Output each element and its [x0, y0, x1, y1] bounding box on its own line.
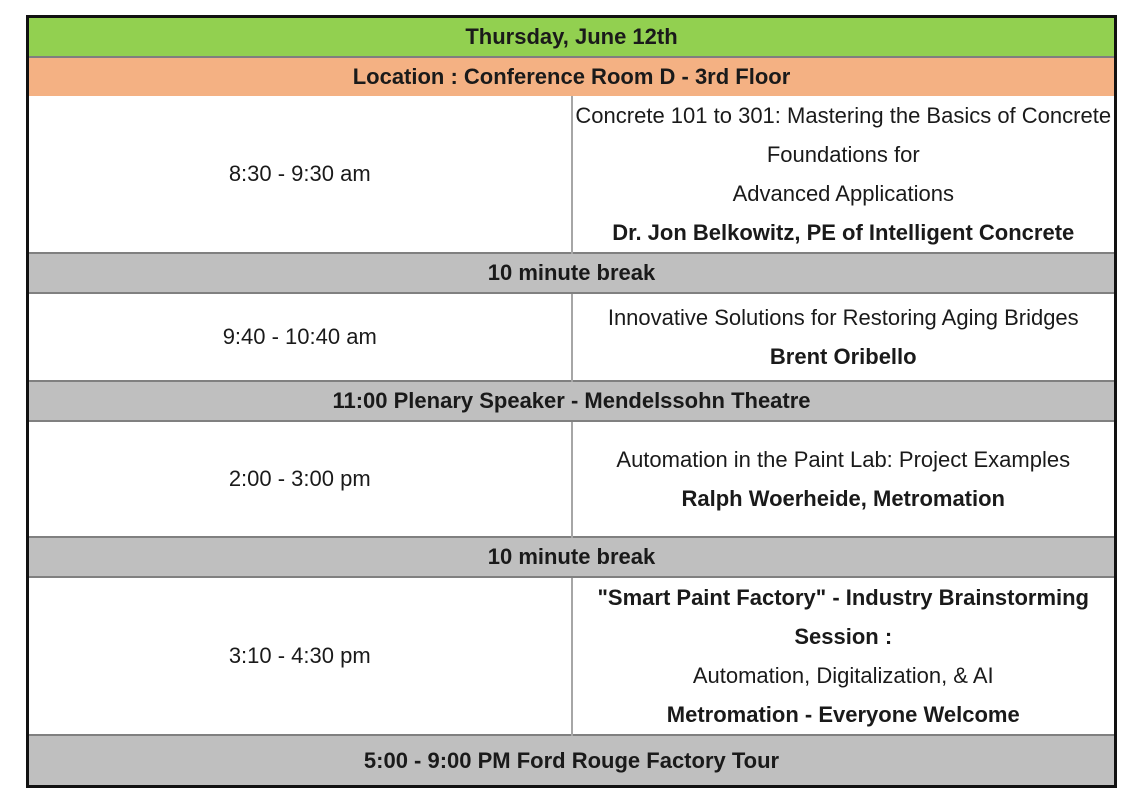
tour-label: 5:00 - 9:00 PM Ford Rouge Factory Tour — [29, 735, 1114, 785]
session-subtitle: Automation, Digitalization, & AI — [692, 663, 994, 688]
session-speaker: Ralph Woerheide, Metromation — [681, 486, 1005, 511]
plenary-label: 11:00 Plenary Speaker - Mendelssohn Theatre — [29, 381, 1114, 421]
day-header-row — [29, 18, 1114, 57]
day-header: Thursday, June 12th — [29, 18, 1114, 57]
session-speaker: Metromation - Everyone Welcome — [666, 702, 1020, 727]
session-details — [572, 96, 1115, 253]
session-title: "Smart Paint Factory" - Industry Brainstorming Session : — [597, 585, 1089, 649]
session-details — [572, 577, 1115, 735]
session-row — [29, 421, 1114, 537]
session-title-continued: Advanced Applications — [732, 181, 954, 206]
location-header: Location : Conference Room D - 3rd Floor — [29, 57, 1114, 96]
break-row — [29, 537, 1114, 577]
session-time: 2:00 - 3:00 pm — [29, 421, 572, 537]
session-speaker: Dr. Jon Belkowitz, PE of Intelligent Concrete — [612, 220, 1075, 245]
break-label: 10 minute break — [29, 253, 1114, 293]
session-title: Concrete 101 to 301: Mastering the Basics of Concrete Foundations for — [575, 103, 1112, 167]
session-row — [29, 577, 1114, 735]
session-row — [29, 96, 1114, 253]
tour-row — [29, 735, 1114, 785]
session-time: 3:10 - 4:30 pm — [29, 577, 572, 735]
session-time: 9:40 - 10:40 am — [29, 293, 572, 381]
session-row — [29, 293, 1114, 381]
session-details — [572, 293, 1115, 381]
session-title: Innovative Solutions for Restoring Aging Bridges — [607, 305, 1079, 330]
plenary-row — [29, 381, 1114, 421]
break-label: 10 minute break — [29, 537, 1114, 577]
break-row — [29, 253, 1114, 293]
session-title: Automation in the Paint Lab: Project Examples — [616, 447, 1071, 472]
session-time: 8:30 - 9:30 am — [29, 96, 572, 253]
schedule-table — [26, 15, 1117, 788]
location-row — [29, 57, 1114, 96]
session-speaker: Brent Oribello — [769, 344, 917, 369]
session-details — [572, 421, 1115, 537]
